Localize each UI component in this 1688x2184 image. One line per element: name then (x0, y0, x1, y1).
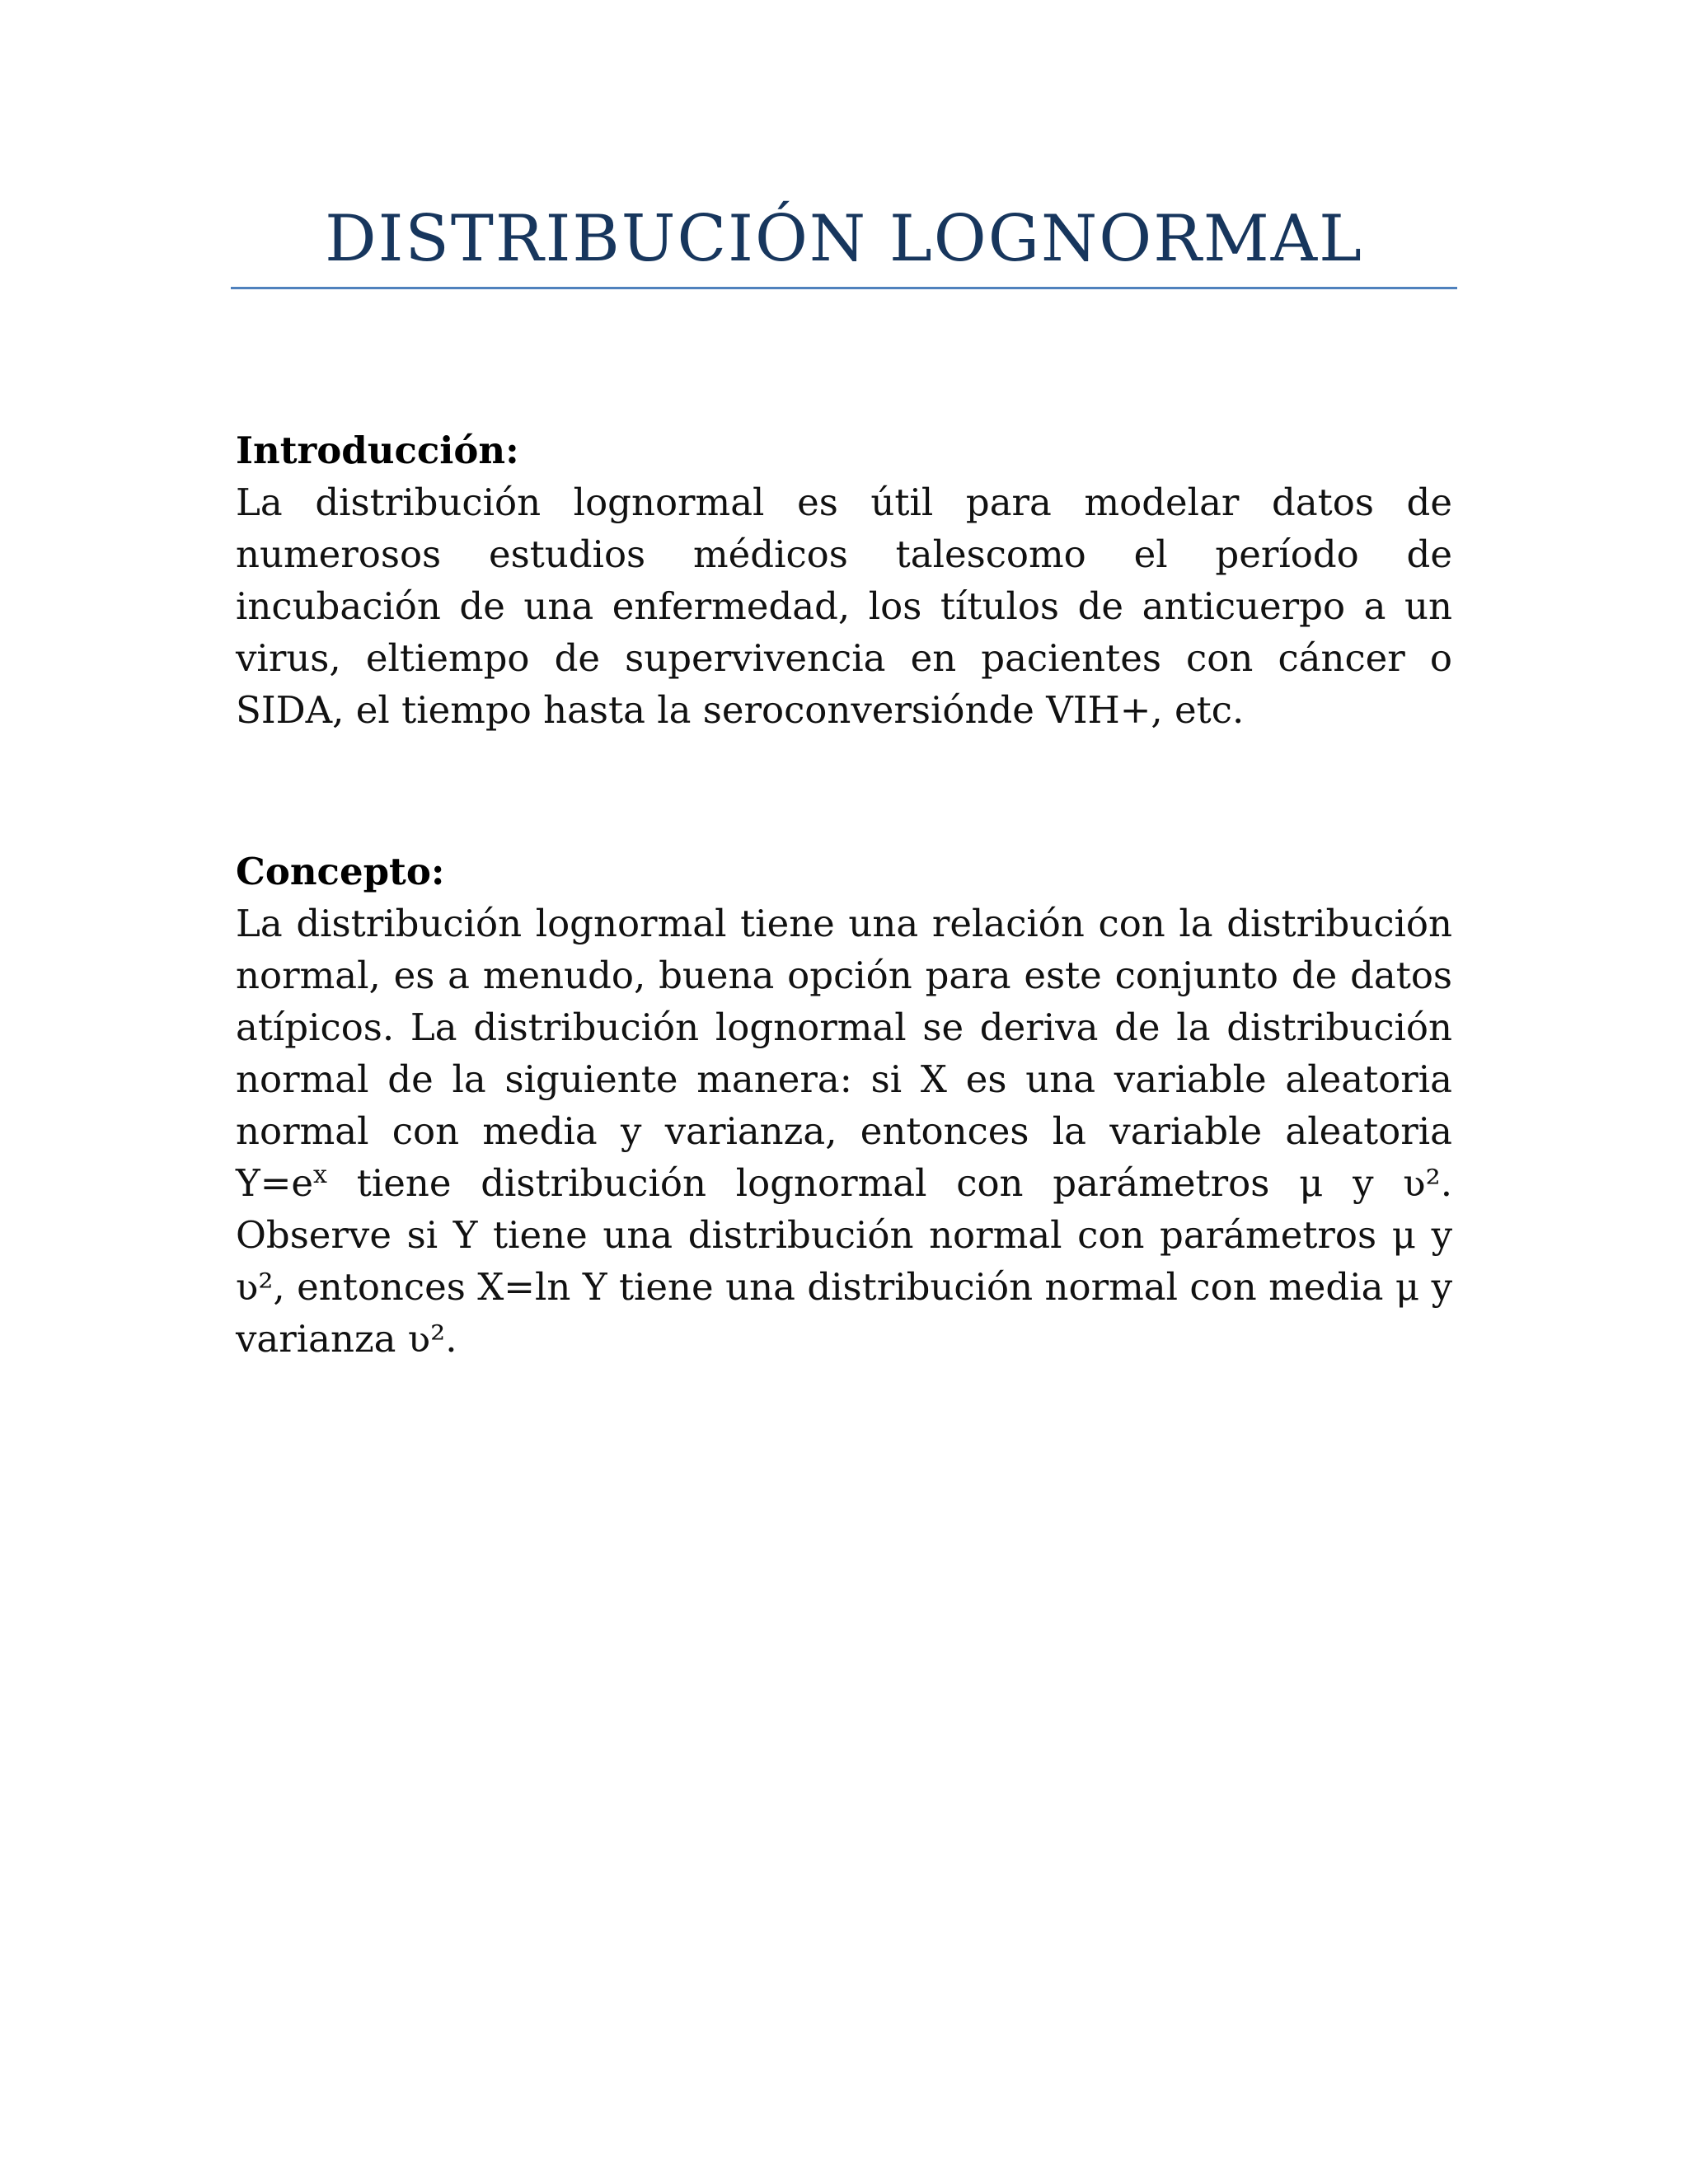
title-block (231, 198, 1457, 289)
concept-text-part2: tiene distribución lognormal con parámetros μ y ʋ². Observe si Y tiene una distribución normal con parámetros μ y ʋ², entonces X=ln Y tiene una distribución normal con media μ y varianza ʋ². (236, 1161, 1452, 1361)
section-body-introduction: La distribución lognormal es útil para modelar datos de numerosos estudios médicos talescomo el período de incubación de una enfermedad, los títulos de anticuerpo a un virus, eltiempo de supervivencia en pacientes con cáncer o SIDA, el tiempo hasta la seroconversiónde VIH+, etc. (236, 480, 1452, 732)
page-title: DISTRIBUCIÓN LOGNORMAL (325, 202, 1363, 276)
title-underline (231, 287, 1457, 289)
exponent-superscript: x (313, 1160, 327, 1189)
section-introduction (236, 425, 1452, 736)
section-heading-concept: Concepto: (236, 850, 445, 893)
section-body-concept (236, 898, 1452, 1365)
section-heading-introduction: Introducción: (236, 429, 519, 472)
concept-text-part1: La distribución lognormal tiene una relación con la distribución normal, es a menudo, buena opción para este conjunto de datos atípicos. La distribución lognormal se deriva de la distribución normal de la siguiente manera: si X es una variable aleatoria normal con media y varianza, entonces la variable aleatoria Y=e (236, 902, 1452, 1205)
section-concept (236, 846, 1452, 1365)
